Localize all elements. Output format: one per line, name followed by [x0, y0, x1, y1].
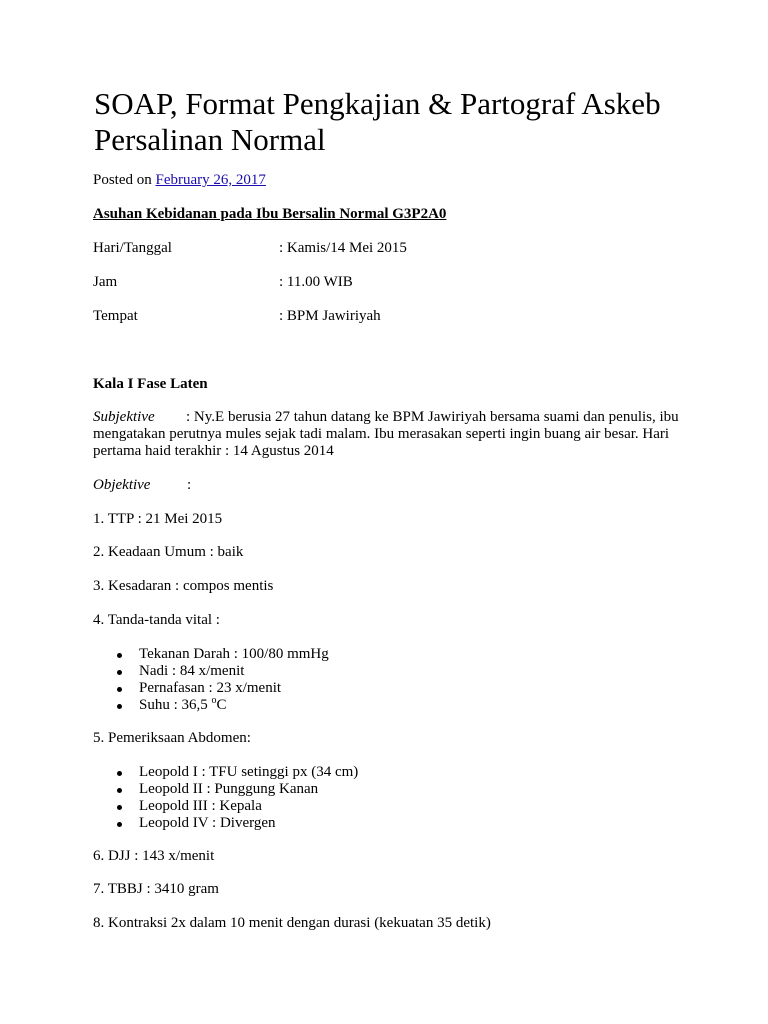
- item-djj: 6. DJJ : 143 x/menit: [93, 848, 215, 864]
- item-keadaan-umum: 2. Keadaan Umum : baik: [93, 544, 244, 560]
- info-row-date: [93, 240, 493, 257]
- subjective-paragraph: [93, 409, 683, 460]
- info-row-place: [93, 308, 493, 325]
- objective-colon: :: [187, 477, 192, 493]
- item-tbbj: 7. TBBJ : 3410 gram: [93, 881, 219, 897]
- item-ttp: 1. TTP : 21 Mei 2015: [93, 511, 223, 527]
- list-item: Tekanan Darah : 100/80 mmHg: [93, 646, 329, 663]
- suhu-text: Suhu : 36,5: [139, 697, 212, 713]
- list-item: Pernafasan : 23 x/menit: [93, 680, 329, 697]
- objective-label: Objektive: [93, 477, 151, 493]
- info-label: Hari/Tanggal: [93, 240, 172, 256]
- info-row-time: [93, 274, 493, 291]
- list-item: Nadi : 84 x/menit: [93, 663, 329, 680]
- posted-date-link[interactable]: February 26, 2017: [155, 172, 266, 188]
- degree-sup: o: [211, 695, 217, 706]
- item-kesadaran: 3. Kesadaran : compos mentis: [93, 578, 274, 594]
- item-tanda-vital: 4. Tanda-tanda vital :: [93, 612, 220, 628]
- list-item: Leopold II : Punggung Kanan: [93, 781, 358, 798]
- posted-prefix: Posted on: [93, 172, 152, 188]
- subjective-text: : Ny.E berusia 27 tahun datang ke BPM Jawiriyah bersama suami dan penulis, ibu mengatakan perutnya mules sejak tadi malam. Ibu merasakan seperti ingin buang air besar. Hari pertama haid terakhir : 14 Agustus 2014: [93, 409, 679, 459]
- vital-signs-list: [93, 646, 329, 714]
- subjective-label: Subjektive: [93, 409, 155, 425]
- info-value: : Kamis/14 Mei 2015: [279, 240, 407, 256]
- info-value: : 11.00 WIB: [279, 274, 353, 290]
- post-meta: [93, 172, 266, 189]
- list-item: Leopold IV : Divergen: [93, 815, 358, 832]
- list-item: Leopold III : Kepala: [93, 798, 358, 815]
- page-title: SOAP, Format Pengkajian & Partograf Askeb Persalinan Normal: [94, 86, 661, 157]
- item-kontraksi: 8. Kontraksi 2x dalam 10 menit dengan durasi (kekuatan 35 detik): [93, 915, 491, 931]
- leopold-list: [93, 764, 358, 832]
- suhu-unit: C: [216, 697, 227, 713]
- info-label: Tempat: [93, 308, 138, 324]
- info-label: Jam: [93, 274, 118, 290]
- objective-row: [93, 477, 293, 494]
- item-pemeriksaan-abdomen: 5. Pemeriksaan Abdomen:: [93, 730, 251, 746]
- list-item: Leopold I : TFU setinggi px (34 cm): [93, 764, 358, 781]
- document-subtitle: Asuhan Kebidanan pada Ibu Bersalin Normal G3P2A0: [93, 206, 447, 222]
- section-heading: Kala I Fase Laten: [93, 376, 208, 392]
- info-value: : BPM Jawiriyah: [279, 308, 381, 324]
- list-item: [93, 697, 329, 714]
